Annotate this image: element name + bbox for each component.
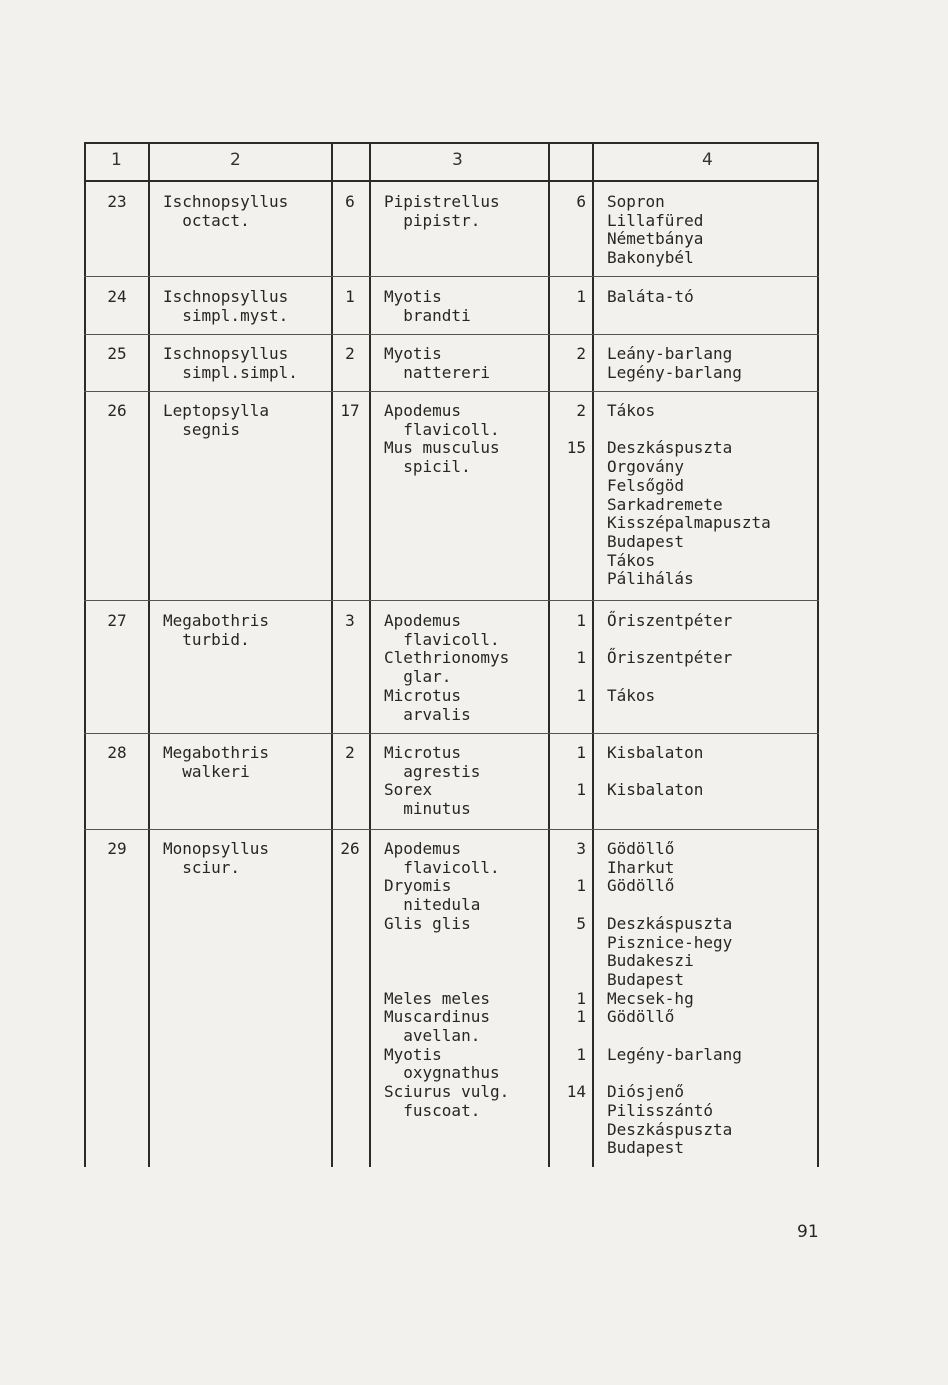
host-species: Sciurus vulg. [384, 1082, 510, 1102]
locality: Legény-barlang [607, 362, 742, 382]
row-number: 28 [107, 743, 127, 762]
flea-species: simpl.myst. [163, 305, 289, 325]
header-col-1: 1 [111, 150, 122, 170]
locality: Bakonybél [607, 248, 694, 268]
host-count: 1 [576, 988, 586, 1008]
locality: Kisbalaton [607, 780, 704, 800]
header-col-2: 2 [230, 150, 241, 170]
host-count: 2 [576, 344, 586, 363]
host-species: minutus [384, 799, 471, 819]
locality: Iharkut [607, 857, 675, 877]
locality: Őriszentpéter [607, 611, 733, 630]
flea-species: Ischnopsyllus [163, 287, 289, 306]
host-species: Sorex [384, 780, 433, 800]
locality: Mecsek-hg [607, 988, 694, 1008]
host-species: Meles meles [384, 988, 490, 1008]
locality: Németbánya [607, 229, 704, 249]
flea-count: 2 [345, 743, 355, 762]
locality: Kisszépalmapuszta [607, 513, 771, 533]
flea-count: 17 [340, 401, 360, 420]
flea-count: 26 [340, 839, 360, 858]
locality: Deszkáspuszta [607, 913, 733, 933]
host-species: Muscardinus [384, 1007, 490, 1027]
host-count: 6 [576, 192, 586, 211]
header-bottom-border [84, 180, 819, 182]
host-count: 1 [576, 780, 586, 800]
host-species: Dryomis [384, 876, 452, 896]
flea-species: Ischnopsyllus [163, 344, 289, 363]
locality: Felsőgöd [607, 475, 685, 495]
host-species: avellan. [384, 1026, 481, 1045]
host-species: Apodemus [384, 611, 462, 630]
locality: Pisznice-hegy [607, 932, 733, 952]
host-count: 1 [576, 876, 586, 896]
host-count: 1 [576, 648, 586, 668]
host-count: 15 [566, 438, 586, 458]
host-species: Microtus [384, 685, 462, 705]
locality: Gödöllő [607, 1007, 675, 1027]
row-number: 23 [107, 192, 127, 211]
locality: Pálihálás [607, 569, 694, 589]
page-number: 91 [797, 1222, 819, 1242]
row-divider [84, 733, 819, 734]
host-species: Glis glis [384, 913, 471, 933]
locality: Sarkadremete [607, 494, 723, 514]
flea-species: segnis [163, 419, 241, 439]
host-species: Myotis [384, 344, 442, 363]
host-species: Clethrionomys [384, 648, 510, 668]
host-count: 1 [576, 1044, 586, 1064]
row-divider [84, 600, 819, 601]
flea-species: octact. [163, 210, 250, 230]
locality: Baláta-tó [607, 287, 694, 306]
locality: Tákos [607, 685, 656, 705]
host-count: 1 [576, 287, 586, 306]
locality: Lillafüred [607, 210, 704, 230]
host-species: pipistr. [384, 210, 481, 230]
host-count: 1 [576, 1007, 586, 1027]
host-count: 1 [576, 611, 586, 630]
header-col-3: 3 [452, 150, 463, 170]
host-species: flavicoll. [384, 629, 500, 649]
locality: Budapest [607, 531, 685, 551]
flea-count: 3 [345, 611, 355, 630]
flea-species: simpl.simpl. [163, 362, 298, 382]
row-number: 26 [107, 401, 127, 420]
host-species: nattereri [384, 362, 490, 382]
locality: Tákos [607, 550, 656, 570]
flea-count: 6 [345, 192, 355, 211]
locality: Orgovány [607, 457, 685, 477]
row-divider [84, 391, 819, 392]
row-divider [84, 276, 819, 277]
flea-count: 1 [345, 287, 355, 306]
locality: Kisbalaton [607, 743, 704, 762]
header-col-4: 4 [702, 150, 713, 170]
locality: Őriszentpéter [607, 648, 733, 668]
host-species: oxygnathus [384, 1063, 500, 1083]
locality: Gödöllő [607, 839, 675, 858]
flea-species: Megabothris [163, 743, 269, 762]
host-species: Myotis [384, 1044, 442, 1064]
locality: Gödöllő [607, 876, 675, 896]
row-number: 29 [107, 839, 127, 858]
host-species: nitedula [384, 895, 481, 915]
row-number: 25 [107, 344, 127, 363]
host-species: flavicoll. [384, 857, 500, 877]
row-number: 27 [107, 611, 127, 630]
column-divider-1 [148, 142, 150, 1167]
host-species: agrestis [384, 761, 481, 781]
flea-species: turbid. [163, 629, 250, 649]
host-species: Pipistrellus [384, 192, 500, 211]
locality: Budapest [607, 969, 685, 989]
host-species: brandti [384, 305, 471, 325]
locality: Budakeszi [607, 951, 694, 971]
locality: Tákos [607, 401, 656, 420]
host-species: flavicoll. [384, 419, 500, 439]
locality: Deszkáspuszta [607, 1119, 733, 1139]
locality: Budapest [607, 1138, 685, 1158]
host-species: Myotis [384, 287, 442, 306]
flea-species: Megabothris [163, 611, 269, 630]
flea-species: walkeri [163, 761, 250, 781]
flea-count: 2 [345, 344, 355, 363]
locality: Diósjenő [607, 1082, 685, 1102]
flea-species: Monopsyllus [163, 839, 269, 858]
table-right-border [817, 142, 819, 1167]
host-species: Mus musculus [384, 438, 500, 458]
locality: Leány-barlang [607, 344, 733, 363]
locality: Pilisszántó [607, 1100, 713, 1120]
flea-species: sciur. [163, 857, 241, 877]
row-divider [84, 334, 819, 335]
row-number: 24 [107, 287, 127, 306]
host-count: 1 [576, 685, 586, 705]
flea-species: Leptopsylla [163, 401, 269, 420]
host-species: arvalis [384, 704, 471, 724]
locality: Sopron [607, 192, 665, 211]
host-species: Apodemus [384, 401, 462, 420]
locality: Legény-barlang [607, 1044, 742, 1064]
host-species: glar. [384, 667, 452, 687]
host-count: 2 [576, 401, 586, 420]
host-species: spicil. [384, 457, 471, 477]
host-species: Microtus [384, 743, 462, 762]
host-species: Apodemus [384, 839, 462, 858]
host-count: 14 [566, 1082, 586, 1102]
locality: Deszkáspuszta [607, 438, 733, 458]
host-count: 1 [576, 743, 586, 762]
host-species: fuscoat. [384, 1100, 481, 1120]
row-divider [84, 829, 819, 830]
column-divider-3 [369, 142, 371, 1167]
host-count: 5 [576, 913, 586, 933]
host-count: 3 [576, 839, 586, 858]
column-divider-5 [592, 142, 594, 1167]
flea-species: Ischnopsyllus [163, 192, 289, 211]
table-top-border [84, 142, 819, 144]
